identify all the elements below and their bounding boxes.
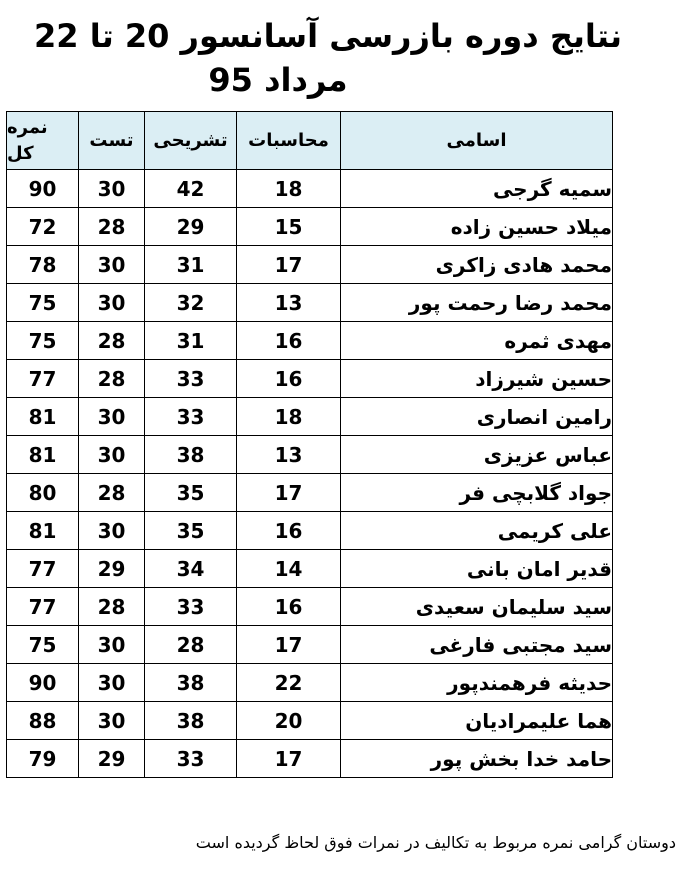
page-title <box>0 14 686 102</box>
cell-name: هما علیمرادیان <box>341 702 613 740</box>
cell-descriptive: 32 <box>145 284 237 322</box>
cell-total: 75 <box>7 626 79 664</box>
cell-calculations: 17 <box>237 474 341 512</box>
table-row <box>7 208 613 246</box>
cell-test: 28 <box>79 474 145 512</box>
cell-calculations: 22 <box>237 664 341 702</box>
cell-test: 30 <box>79 702 145 740</box>
cell-descriptive: 34 <box>145 550 237 588</box>
table-header-row <box>7 112 613 170</box>
cell-calculations: 17 <box>237 246 341 284</box>
cell-calculations: 15 <box>237 208 341 246</box>
cell-calculations: 16 <box>237 360 341 398</box>
cell-name: مهدی ثمره <box>341 322 613 360</box>
cell-name: سید سلیمان سعیدی <box>341 588 613 626</box>
table-row <box>7 284 613 322</box>
cell-total: 77 <box>7 588 79 626</box>
cell-name: قدیر امان بانی <box>341 550 613 588</box>
cell-name: حسین شیرزاد <box>341 360 613 398</box>
cell-calculations: 16 <box>237 322 341 360</box>
header-names: اسامی <box>341 112 613 170</box>
table-row <box>7 512 613 550</box>
cell-total: 72 <box>7 208 79 246</box>
title-line-2: مرداد 95 <box>208 61 348 99</box>
cell-name: سمیه گرجی <box>341 170 613 208</box>
cell-name: سید مجتبی فارغی <box>341 626 613 664</box>
results-table <box>6 111 613 778</box>
table-row <box>7 436 613 474</box>
footer-note: دوستان گرامی نمره مربوط به تکالیف در نمرات فوق لحاظ گردیده است <box>195 833 676 852</box>
cell-descriptive: 29 <box>145 208 237 246</box>
cell-test: 30 <box>79 664 145 702</box>
header-calculations: محاسبات <box>237 112 341 170</box>
table-row <box>7 474 613 512</box>
cell-test: 30 <box>79 626 145 664</box>
cell-descriptive: 33 <box>145 740 237 778</box>
cell-test: 30 <box>79 512 145 550</box>
cell-total: 90 <box>7 664 79 702</box>
header-total: نمره کل <box>7 112 79 170</box>
table-row <box>7 246 613 284</box>
cell-test: 30 <box>79 436 145 474</box>
cell-descriptive: 35 <box>145 512 237 550</box>
cell-name: حدیثه فرهمندپور <box>341 664 613 702</box>
cell-descriptive: 42 <box>145 170 237 208</box>
cell-total: 75 <box>7 284 79 322</box>
cell-calculations: 13 <box>237 436 341 474</box>
cell-name: میلاد حسین زاده <box>341 208 613 246</box>
cell-total: 90 <box>7 170 79 208</box>
table-row <box>7 550 613 588</box>
table-row <box>7 588 613 626</box>
cell-descriptive: 33 <box>145 588 237 626</box>
cell-name: حامد خدا بخش پور <box>341 740 613 778</box>
cell-calculations: 18 <box>237 398 341 436</box>
cell-total: 78 <box>7 246 79 284</box>
header-test: تست <box>79 112 145 170</box>
cell-descriptive: 38 <box>145 664 237 702</box>
cell-name: محمد هادی زاکری <box>341 246 613 284</box>
cell-total: 77 <box>7 550 79 588</box>
cell-name: علی کریمی <box>341 512 613 550</box>
table-row <box>7 626 613 664</box>
cell-test: 28 <box>79 360 145 398</box>
cell-calculations: 18 <box>237 170 341 208</box>
cell-descriptive: 31 <box>145 322 237 360</box>
cell-calculations: 14 <box>237 550 341 588</box>
cell-test: 30 <box>79 170 145 208</box>
cell-total: 81 <box>7 512 79 550</box>
cell-test: 30 <box>79 246 145 284</box>
cell-descriptive: 35 <box>145 474 237 512</box>
cell-descriptive: 31 <box>145 246 237 284</box>
cell-descriptive: 38 <box>145 436 237 474</box>
cell-name: جواد گلابچی فر <box>341 474 613 512</box>
cell-calculations: 20 <box>237 702 341 740</box>
cell-name: عباس عزیزی <box>341 436 613 474</box>
cell-test: 29 <box>79 740 145 778</box>
table-row <box>7 398 613 436</box>
cell-test: 28 <box>79 322 145 360</box>
cell-test: 28 <box>79 208 145 246</box>
cell-descriptive: 38 <box>145 702 237 740</box>
cell-total: 75 <box>7 322 79 360</box>
title-line-1: نتایج دوره بازرسی آسانسور 20 تا 22 <box>34 17 622 55</box>
cell-test: 30 <box>79 284 145 322</box>
cell-descriptive: 33 <box>145 360 237 398</box>
table-row <box>7 740 613 778</box>
table-row <box>7 360 613 398</box>
table-row <box>7 322 613 360</box>
cell-test: 28 <box>79 588 145 626</box>
cell-total: 88 <box>7 702 79 740</box>
cell-total: 77 <box>7 360 79 398</box>
cell-total: 80 <box>7 474 79 512</box>
table-body <box>7 170 613 778</box>
header-descriptive: تشریحی <box>145 112 237 170</box>
cell-calculations: 13 <box>237 284 341 322</box>
table-row <box>7 664 613 702</box>
cell-total: 79 <box>7 740 79 778</box>
cell-calculations: 16 <box>237 588 341 626</box>
table-row <box>7 702 613 740</box>
cell-name: رامین انصاری <box>341 398 613 436</box>
cell-test: 30 <box>79 398 145 436</box>
cell-calculations: 16 <box>237 512 341 550</box>
cell-calculations: 17 <box>237 740 341 778</box>
cell-total: 81 <box>7 398 79 436</box>
cell-descriptive: 28 <box>145 626 237 664</box>
table-row <box>7 170 613 208</box>
cell-total: 81 <box>7 436 79 474</box>
cell-calculations: 17 <box>237 626 341 664</box>
cell-descriptive: 33 <box>145 398 237 436</box>
cell-name: محمد رضا رحمت پور <box>341 284 613 322</box>
cell-test: 29 <box>79 550 145 588</box>
